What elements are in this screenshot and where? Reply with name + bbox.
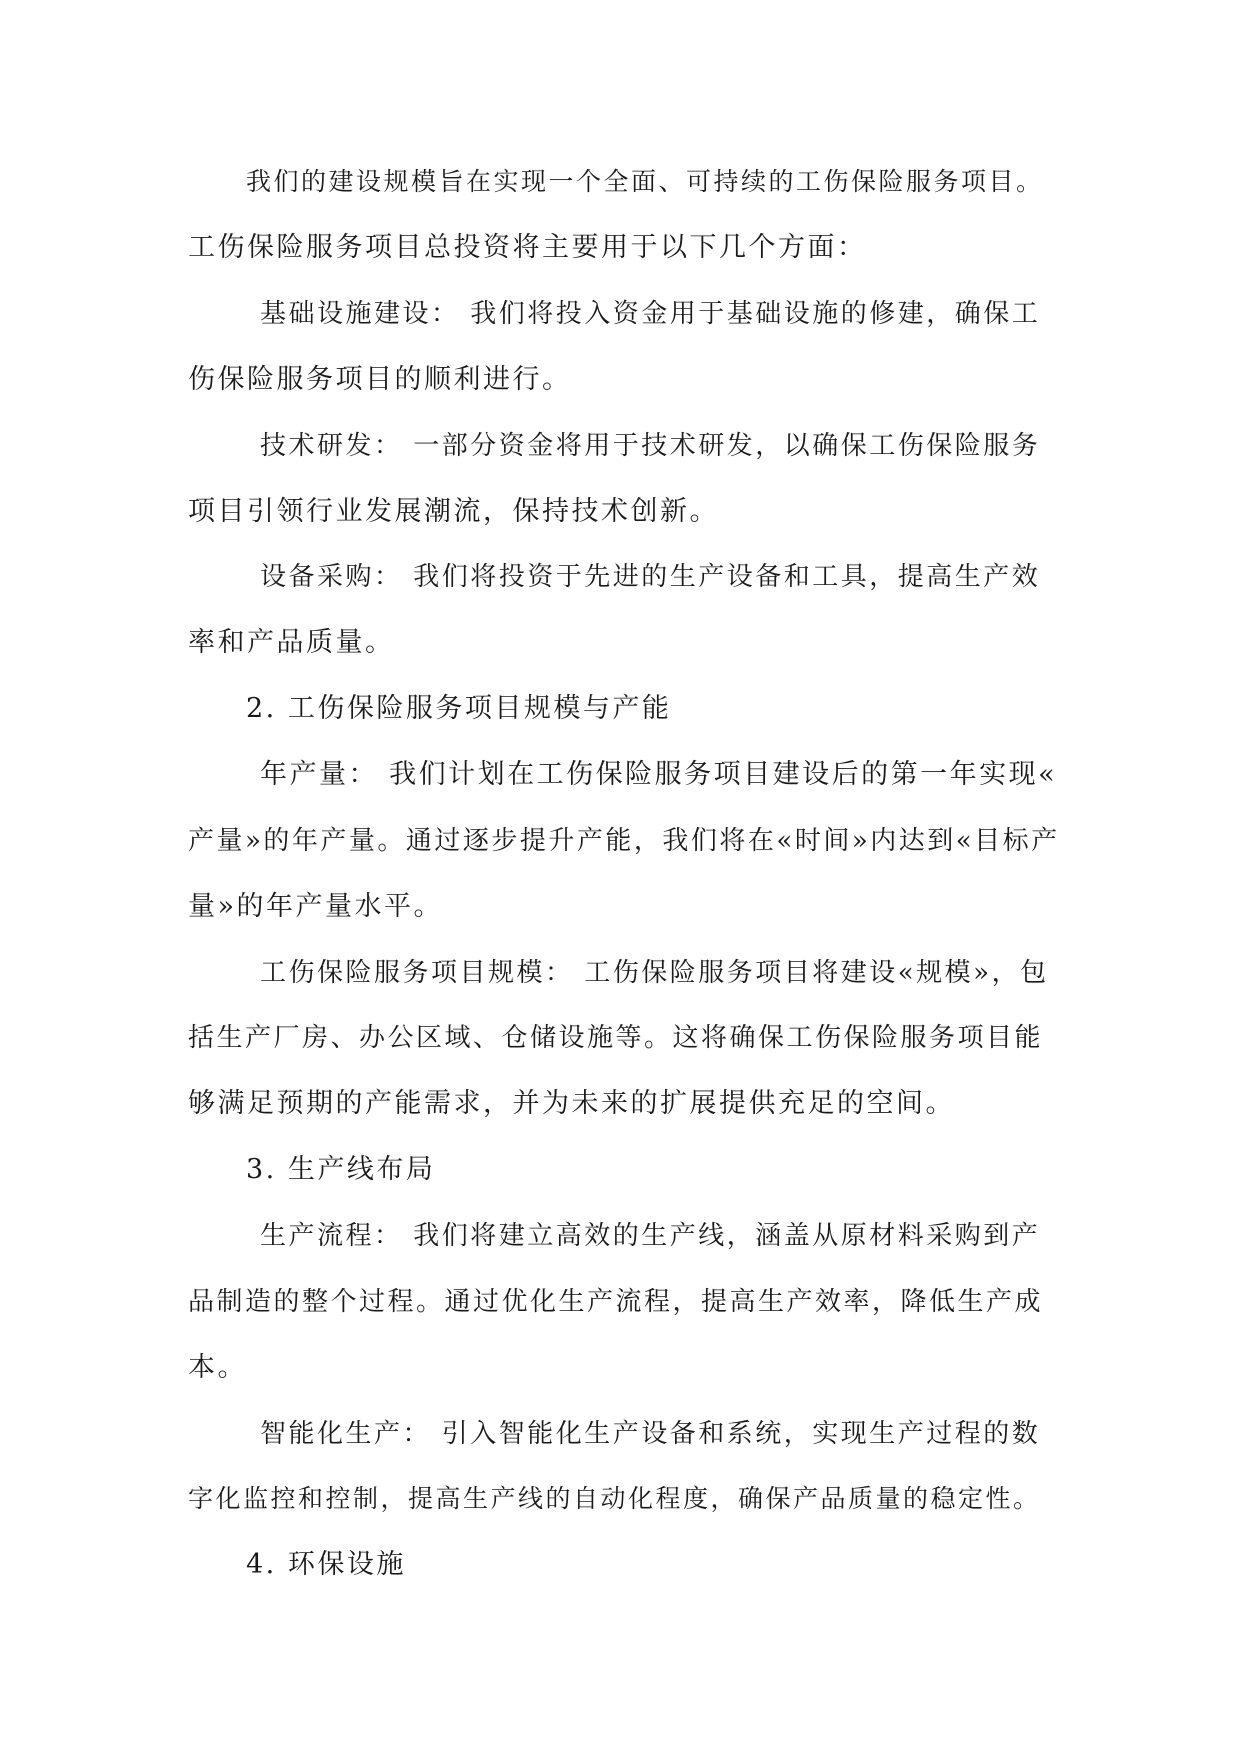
body-text-line: 技术研发： 一部分资金将用于技术研发，以确保工伤保险服务	[260, 431, 1041, 461]
body-text-line: 设备采购： 我们将投资于先进的生产设备和工具，提高生产效	[260, 562, 1041, 592]
section-heading: 2. 工伤保险服务项目规模与产能	[246, 693, 672, 724]
body-text-line: 年产量： 我们计划在工伤保险服务项目建设后的第一年实现«	[260, 759, 1058, 790]
body-text-line: 率和产品质量。	[188, 627, 395, 658]
body-text-line: 基础设施建设： 我们将投入资金用于基础设施的修建，确保工	[260, 299, 1041, 329]
body-text-line: 括生产厂房、办公区域、仓储设施等。这将确保工伤保险服务项目能	[188, 1023, 1044, 1053]
section-heading: 3. 生产线布局	[246, 1154, 436, 1185]
body-text-line: 品制造的整个过程。通过优化生产流程，提高生产效率，降低生产成	[188, 1287, 1044, 1317]
body-text-line: 项目引领行业发展潮流，保持技术创新。	[188, 496, 719, 527]
body-text-line: 量»的年产量水平。	[188, 891, 444, 922]
body-text-line: 我们的建设规模旨在实现一个全面、可持续的工伤保险服务项目。	[246, 167, 1044, 196]
body-text-line: 产量»的年产量。通过逐步提升产能，我们将在«时间»内达到«目标产	[188, 826, 1060, 856]
body-text-line: 工伤保险服务项目总投资将主要用于以下几个方面：	[188, 232, 867, 263]
body-text-line: 够满足预期的产能需求，并为未来的扩展提供充足的空间。	[188, 1088, 955, 1119]
section-heading: 4. 环保设施	[246, 1549, 406, 1580]
body-text-line: 工伤保险服务项目规模： 工伤保险服务项目将建设«规模»，包	[260, 958, 1049, 988]
body-text-line: 伤保险服务项目的顺利进行。	[188, 364, 572, 395]
body-text-line: 字化监控和控制，提高生产线的自动化程度，确保产品质量的稳定性。	[188, 1484, 1041, 1513]
body-text-line: 本。	[188, 1352, 247, 1383]
body-text-line: 智能化生产： 引入智能化生产设备和系统，实现生产过程的数	[260, 1419, 1041, 1449]
body-text-line: 生产流程： 我们将建立高效的生产线，涵盖从原材料采购到产	[260, 1221, 1041, 1251]
